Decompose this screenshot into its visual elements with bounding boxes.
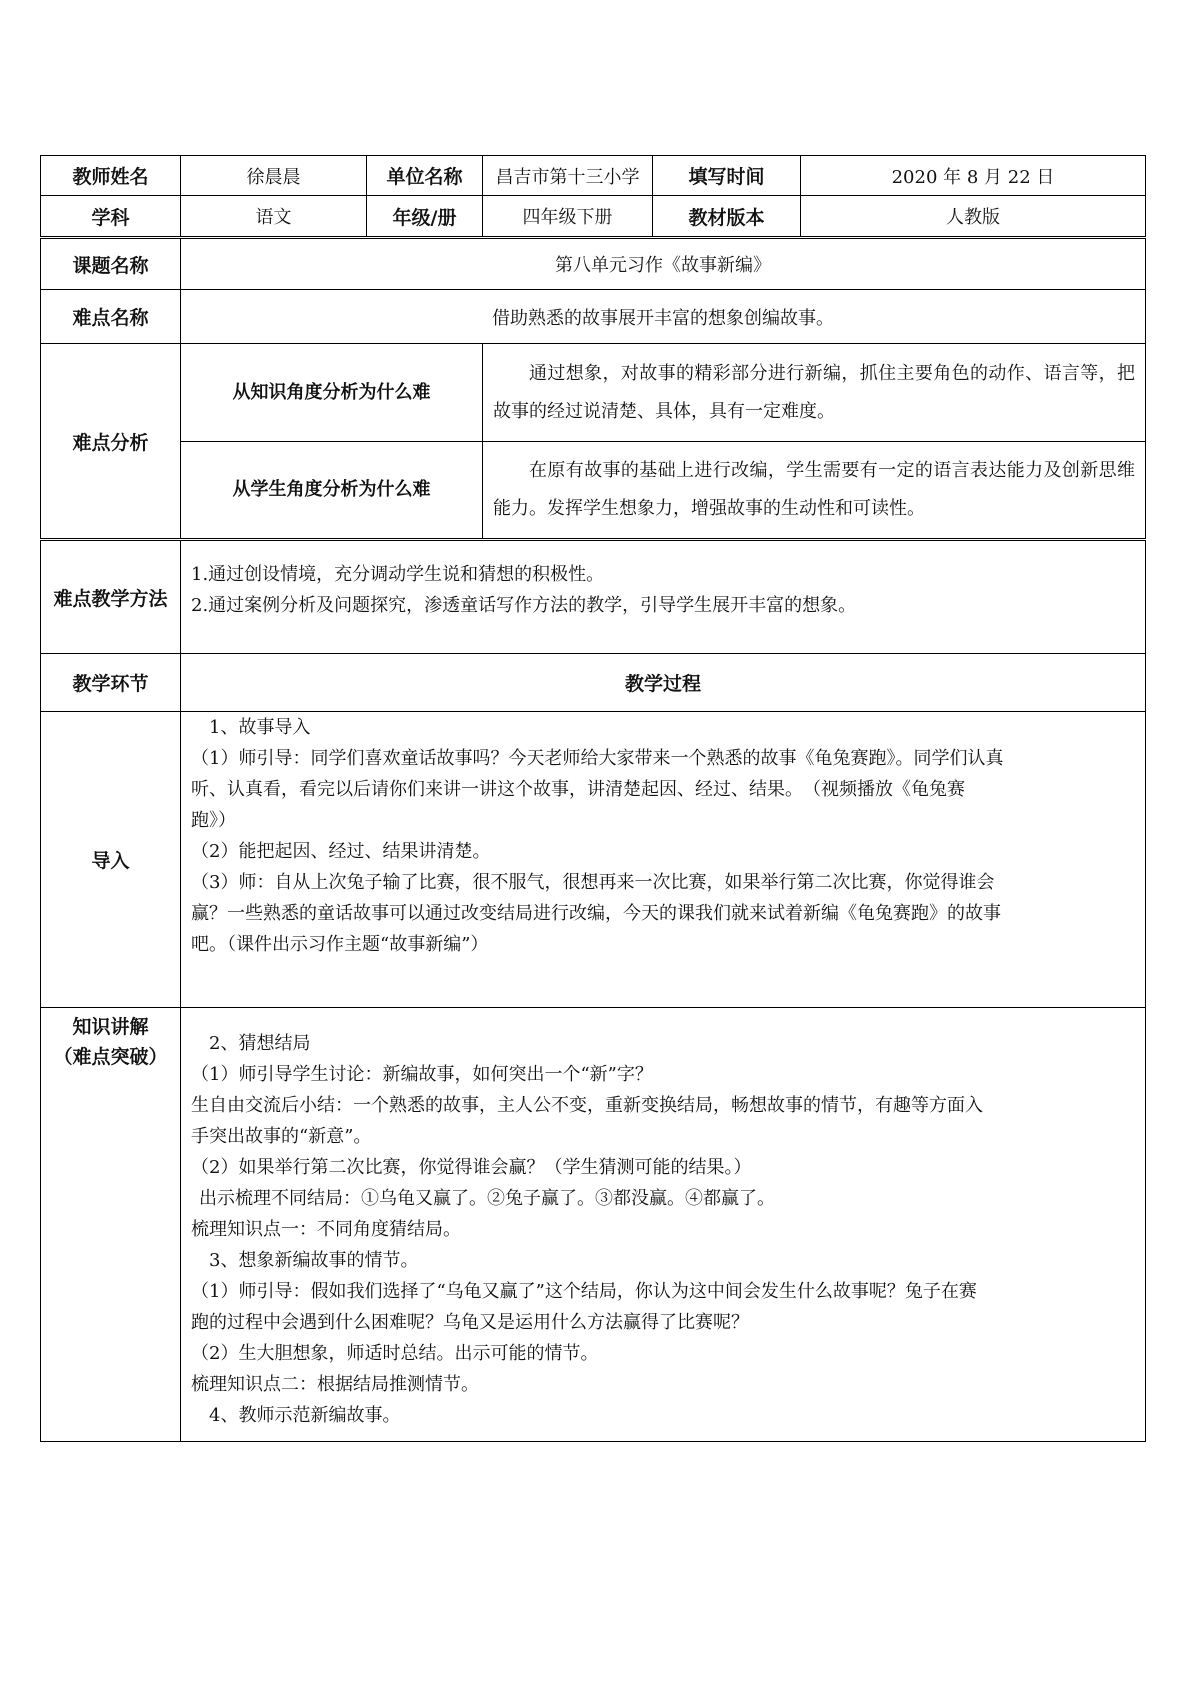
knowledge-angle-label: 从知识角度分析为什么难: [181, 344, 483, 442]
date-label: 填写时间: [653, 156, 801, 196]
intro-content: [181, 712, 1146, 1008]
intro-line: （1）师引导：同学们喜欢童话故事吗？今天老师给大家带来一个熟悉的故事《龟兔赛跑》。同学们认真: [191, 748, 1004, 769]
analysis-row-knowledge: [41, 344, 1146, 442]
intro-line: （3）师：自从上次兔子输了比赛，很不服气，很想再来一次比赛，如果举行第二次比赛，你觉得谁会: [191, 872, 995, 893]
fill-date: 2020 年 8 月 22 日: [801, 156, 1146, 196]
process-section-label: 教学环节: [41, 654, 181, 712]
intro-line: 吧。（课件出示习作主题“故事新编”）: [191, 934, 489, 955]
method-content: [181, 540, 1146, 654]
knowledge-line: 出示梳理不同结局：①乌龟又赢了。②兔子赢了。③都没赢。④都赢了。: [199, 1188, 775, 1209]
knowledge-line: （1）师引导：假如我们选择了“乌龟又赢了”这个结局，你认为这中间会发生什么故事呢？兔子在赛: [191, 1281, 977, 1302]
knowledge-label-line2: （难点突破）: [53, 1046, 168, 1068]
knowledge-angle-text: 通过想象，对故事的精彩部分进行新编，抓住主要角色的动作、语言等，把故事的经过说清楚、具体，具有一定难度。: [483, 344, 1146, 442]
method-row: [41, 540, 1146, 654]
header-row-1: [41, 156, 1146, 196]
intro-line: （2）能把起因、经过、结果讲清楚。: [191, 841, 491, 862]
lesson-plan-document: [40, 155, 1145, 1442]
grade-value: 四年级下册: [483, 196, 653, 238]
header-row-2: [41, 196, 1146, 238]
difficulty-row: [41, 290, 1146, 344]
knowledge-row: [41, 1008, 1146, 1442]
intro-label: 导入: [41, 712, 181, 1008]
intro-line: 赢？一些熟悉的童话故事可以通过改变结局进行改编，今天的课我们就来试着新编《龟兔赛跑》的故事: [191, 903, 1001, 924]
unit-label: 单位名称: [367, 156, 483, 196]
lesson-plan-table: [40, 155, 1146, 1442]
grade-label: 年级/册: [367, 196, 483, 238]
knowledge-line: 生自由交流后小结：一个熟悉的故事，主人公不变，重新变换结局，畅想故事的情节，有趣等方面入: [191, 1095, 983, 1116]
knowledge-line: （1）师引导学生讨论：新编故事，如何突出一个“新”字？: [191, 1064, 653, 1085]
knowledge-content: [181, 1008, 1146, 1442]
knowledge-line: 4、教师示范新编故事。: [209, 1405, 401, 1426]
analysis-row-student: [41, 442, 1146, 540]
subject-label: 学科: [41, 196, 181, 238]
knowledge-line: （2）如果举行第二次比赛，你觉得谁会赢？（学生猜测可能的结果。）: [191, 1157, 752, 1178]
student-angle-label: 从学生角度分析为什么难: [181, 442, 483, 540]
knowledge-label-line1: 知识讲解: [72, 1016, 149, 1038]
intro-line: 跑》）: [191, 810, 236, 831]
method-line: 2.通过案例分析及问题探究，渗透童话写作方法的教学，引导学生展开丰富的想象。: [191, 595, 857, 616]
teacher-name: 徐晨晨: [181, 156, 367, 196]
intro-line: 听、认真看，看完以后请你们来讲一讲这个故事，讲清楚起因、经过、结果。 （视频播放《龟兔赛: [191, 779, 965, 800]
process-header-row: [41, 654, 1146, 712]
topic-label: 课题名称: [41, 238, 181, 290]
intro-row: [41, 712, 1146, 1008]
knowledge-line: 手突出故事的“新意”。: [191, 1126, 372, 1147]
edition-label: 教材版本: [653, 196, 801, 238]
intro-line: 1、故事导入: [209, 717, 311, 738]
knowledge-line: 梳理知识点一：不同角度猜结局。: [191, 1219, 461, 1240]
knowledge-line: 跑的过程中会遇到什么困难呢？乌龟又是运用什么方法赢得了比赛呢？: [191, 1312, 749, 1333]
subject-value: 语文: [181, 196, 367, 238]
analysis-label: 难点分析: [41, 344, 181, 540]
knowledge-line: 2、猜想结局: [209, 1033, 311, 1054]
difficulty-label: 难点名称: [41, 290, 181, 344]
knowledge-line: 梳理知识点二：根据结局推测情节。: [191, 1374, 479, 1395]
difficulty-value: 借助熟悉的故事展开丰富的想象创编故事。: [181, 290, 1146, 344]
knowledge-line: （2）生大胆想象，师适时总结。出示可能的情节。: [191, 1343, 599, 1364]
knowledge-line: 3、想象新编故事的情节。: [209, 1250, 419, 1271]
method-line: 1.通过创设情境，充分调动学生说和猜想的积极性。: [191, 564, 605, 585]
topic-row: [41, 238, 1146, 290]
teacher-label: 教师姓名: [41, 156, 181, 196]
method-label: 难点教学方法: [41, 540, 181, 654]
edition-value: 人教版: [801, 196, 1146, 238]
knowledge-label: [41, 1008, 181, 1442]
process-label: 教学过程: [181, 654, 1146, 712]
topic-value: 第八单元习作《故事新编》: [181, 238, 1146, 290]
student-angle-text: 在原有故事的基础上进行改编，学生需要有一定的语言表达能力及创新思维能力。发挥学生想象力，增强故事的生动性和可读性。: [483, 442, 1146, 540]
unit-name: 昌吉市第十三小学: [483, 156, 653, 196]
